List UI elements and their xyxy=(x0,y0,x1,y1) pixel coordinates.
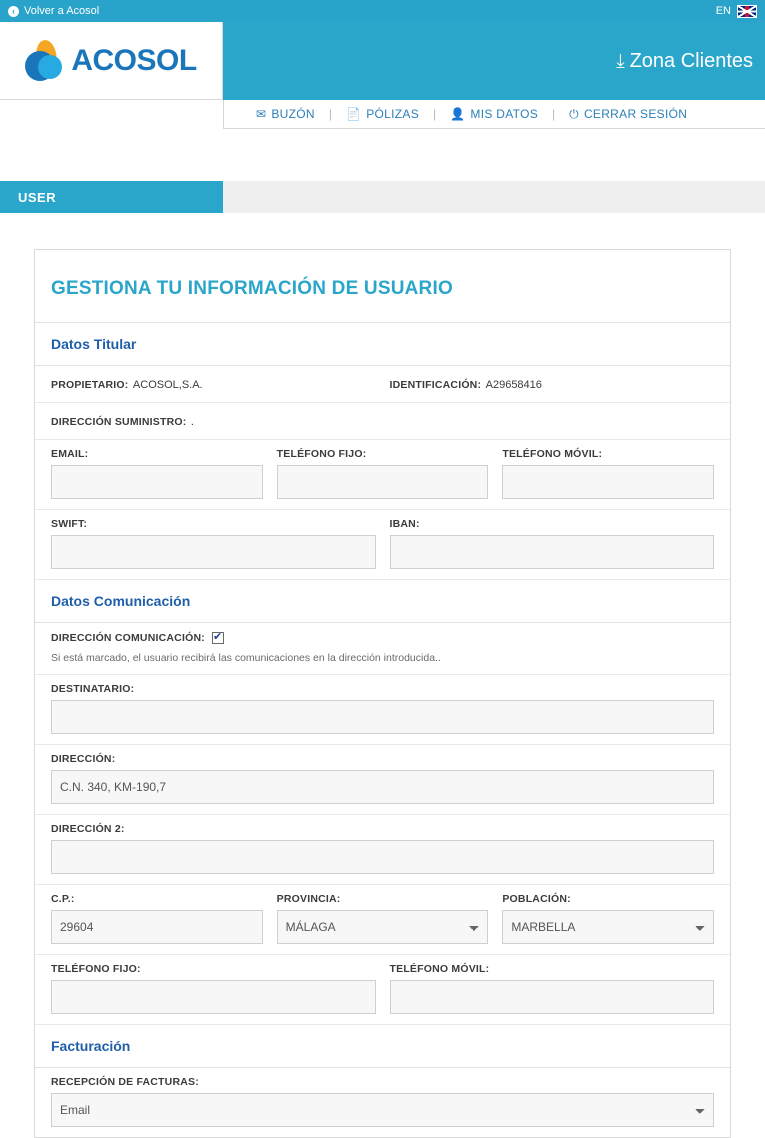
section-heading-datos-titular: Datos Titular xyxy=(35,323,730,366)
nav-item-cerrar-sesion[interactable] xyxy=(555,107,701,122)
nav-item-mis-datos-label: MIS DATOS xyxy=(470,107,539,121)
direccion-suministro-label: DIRECCIÓN SUMINISTRO: xyxy=(51,416,187,428)
cp-label: C.P.: xyxy=(51,893,75,905)
client-area-title xyxy=(616,50,753,73)
supply-address-row xyxy=(35,403,730,440)
logo-text: ACOSOL xyxy=(71,43,197,77)
comunicacion-telefono-movil-input[interactable] xyxy=(390,980,715,1014)
nav-item-cerrar-sesion-label: CERRAR SESIÓN xyxy=(583,107,688,121)
iban-label: IBAN: xyxy=(389,518,420,530)
direccion-field xyxy=(51,753,714,804)
nav-item-buzon[interactable] xyxy=(242,107,329,121)
provincia-label: PROVINCIA: xyxy=(276,893,341,905)
destinatario-input[interactable] xyxy=(51,700,714,734)
comunicacion-telefono-fijo-label: TELÉFONO FIJO: xyxy=(51,963,141,975)
swift-label: SWIFT: xyxy=(51,518,88,530)
telefono-fijo-field xyxy=(277,448,489,499)
header-banner xyxy=(223,22,765,100)
bank-row xyxy=(35,510,730,580)
iban-field xyxy=(390,518,715,569)
nav-item-buzon-label: BUZÓN xyxy=(271,107,315,121)
direccion2-row xyxy=(35,815,730,885)
document-icon: 📄 xyxy=(345,107,362,121)
breadcrumb-user-tab: USER xyxy=(0,181,223,213)
poblacion-select[interactable] xyxy=(502,910,714,944)
recepcion-facturas-field xyxy=(51,1076,714,1127)
identificacion-label: IDENTIFICACIÓN: xyxy=(389,379,482,391)
direccion-input[interactable] xyxy=(51,770,714,804)
direccion2-field xyxy=(51,823,714,874)
acosol-water-drop-icon xyxy=(25,40,67,82)
section-heading-datos-comunicacion: Datos Comunicación xyxy=(35,580,730,623)
provincia-field xyxy=(277,893,489,944)
nav-separator: | xyxy=(328,107,332,121)
back-to-acosol-label: Volver a Acosol xyxy=(24,5,100,17)
swift-field xyxy=(51,518,376,569)
direccion-comunicacion-checkbox[interactable] xyxy=(212,632,224,644)
direccion-row xyxy=(35,745,730,815)
user-icon: 👤 xyxy=(450,107,466,121)
telefono-fijo-label: TELÉFONO FIJO: xyxy=(276,448,367,460)
direccion-suministro-field xyxy=(51,412,714,430)
direccion-comunicacion-label: DIRECCIÓN COMUNICACIÓN: xyxy=(51,632,205,644)
nav-item-polizas[interactable] xyxy=(332,107,433,121)
direccion-suministro-value: . xyxy=(190,416,194,428)
language-label: EN xyxy=(715,5,731,17)
poblacion-label: POBLACIÓN: xyxy=(502,893,571,905)
swift-input[interactable] xyxy=(51,535,376,569)
telefono-movil-input[interactable] xyxy=(502,465,714,499)
back-to-acosol-link[interactable] xyxy=(8,5,99,17)
contact-row xyxy=(35,440,730,510)
comunicacion-telefono-movil-field xyxy=(390,963,715,1014)
recepcion-facturas-row xyxy=(35,1068,730,1137)
identificacion-field xyxy=(390,375,715,393)
telefono-movil-label: TELÉFONO MÓVIL: xyxy=(502,448,603,460)
propietario-label: PROPIETARIO: xyxy=(51,379,129,391)
nav-item-mis-datos[interactable] xyxy=(436,107,552,121)
uk-flag-icon xyxy=(737,5,757,18)
comunicacion-telefono-fijo-input[interactable] xyxy=(51,980,376,1014)
telefono-movil-field xyxy=(502,448,714,499)
arrow-left-circle-icon: ‹ xyxy=(8,6,19,17)
propietario-field xyxy=(51,375,376,393)
recepcion-facturas-label: RECEPCIÓN DE FACTURAS: xyxy=(51,1076,199,1088)
client-area-label: Zona Clientes xyxy=(629,50,753,72)
destinatario-label: DESTINATARIO: xyxy=(51,683,135,695)
nav-separator: | xyxy=(433,107,437,121)
owner-info-row xyxy=(35,366,730,403)
logo[interactable] xyxy=(0,22,223,100)
direccion-label: DIRECCIÓN: xyxy=(51,753,116,765)
page-title: GESTIONA TU INFORMACIÓN DE USUARIO xyxy=(35,250,730,323)
language-switcher[interactable] xyxy=(716,5,757,18)
iban-input[interactable] xyxy=(390,535,715,569)
destinatario-field xyxy=(51,683,714,734)
location-row xyxy=(35,885,730,955)
comunicacion-phones-row xyxy=(35,955,730,1025)
power-off-icon: ⏻ xyxy=(569,106,579,121)
section-band xyxy=(0,181,765,213)
comunicacion-telefono-fijo-field xyxy=(51,963,376,1014)
telefono-fijo-input[interactable] xyxy=(277,465,489,499)
section-heading-facturacion: Facturación xyxy=(35,1025,730,1068)
direccion-comunicacion-row xyxy=(35,623,730,646)
direccion2-input[interactable] xyxy=(51,840,714,874)
recepcion-facturas-select[interactable] xyxy=(51,1093,714,1127)
page-content xyxy=(0,213,765,1138)
site-header xyxy=(0,22,765,100)
download-icon: ⤓ xyxy=(616,51,625,72)
user-info-card xyxy=(34,249,731,1138)
cp-field xyxy=(51,893,263,944)
top-utility-bar xyxy=(0,0,765,22)
main-navigation xyxy=(223,100,765,129)
envelope-icon: ✉ xyxy=(256,107,267,121)
propietario-value: ACOSOL,S.A. xyxy=(132,379,203,391)
nav-item-polizas-label: PÓLIZAS xyxy=(366,107,420,121)
destinatario-row xyxy=(35,675,730,745)
cp-input[interactable] xyxy=(51,910,263,944)
direccion2-label: DIRECCIÓN 2: xyxy=(51,823,125,835)
email-label: EMAIL: xyxy=(51,448,89,460)
direccion-comunicacion-hint: Si está marcado, el usuario recibirá las comunicaciones en la dirección introducida.. xyxy=(35,646,730,675)
provincia-select[interactable] xyxy=(277,910,489,944)
comunicacion-telefono-movil-label: TELÉFONO MÓVIL: xyxy=(389,963,490,975)
identificacion-value: A29658416 xyxy=(485,379,542,391)
nav-separator: | xyxy=(552,107,556,121)
poblacion-field xyxy=(502,893,714,944)
email-input[interactable] xyxy=(51,465,263,499)
email-field xyxy=(51,448,263,499)
